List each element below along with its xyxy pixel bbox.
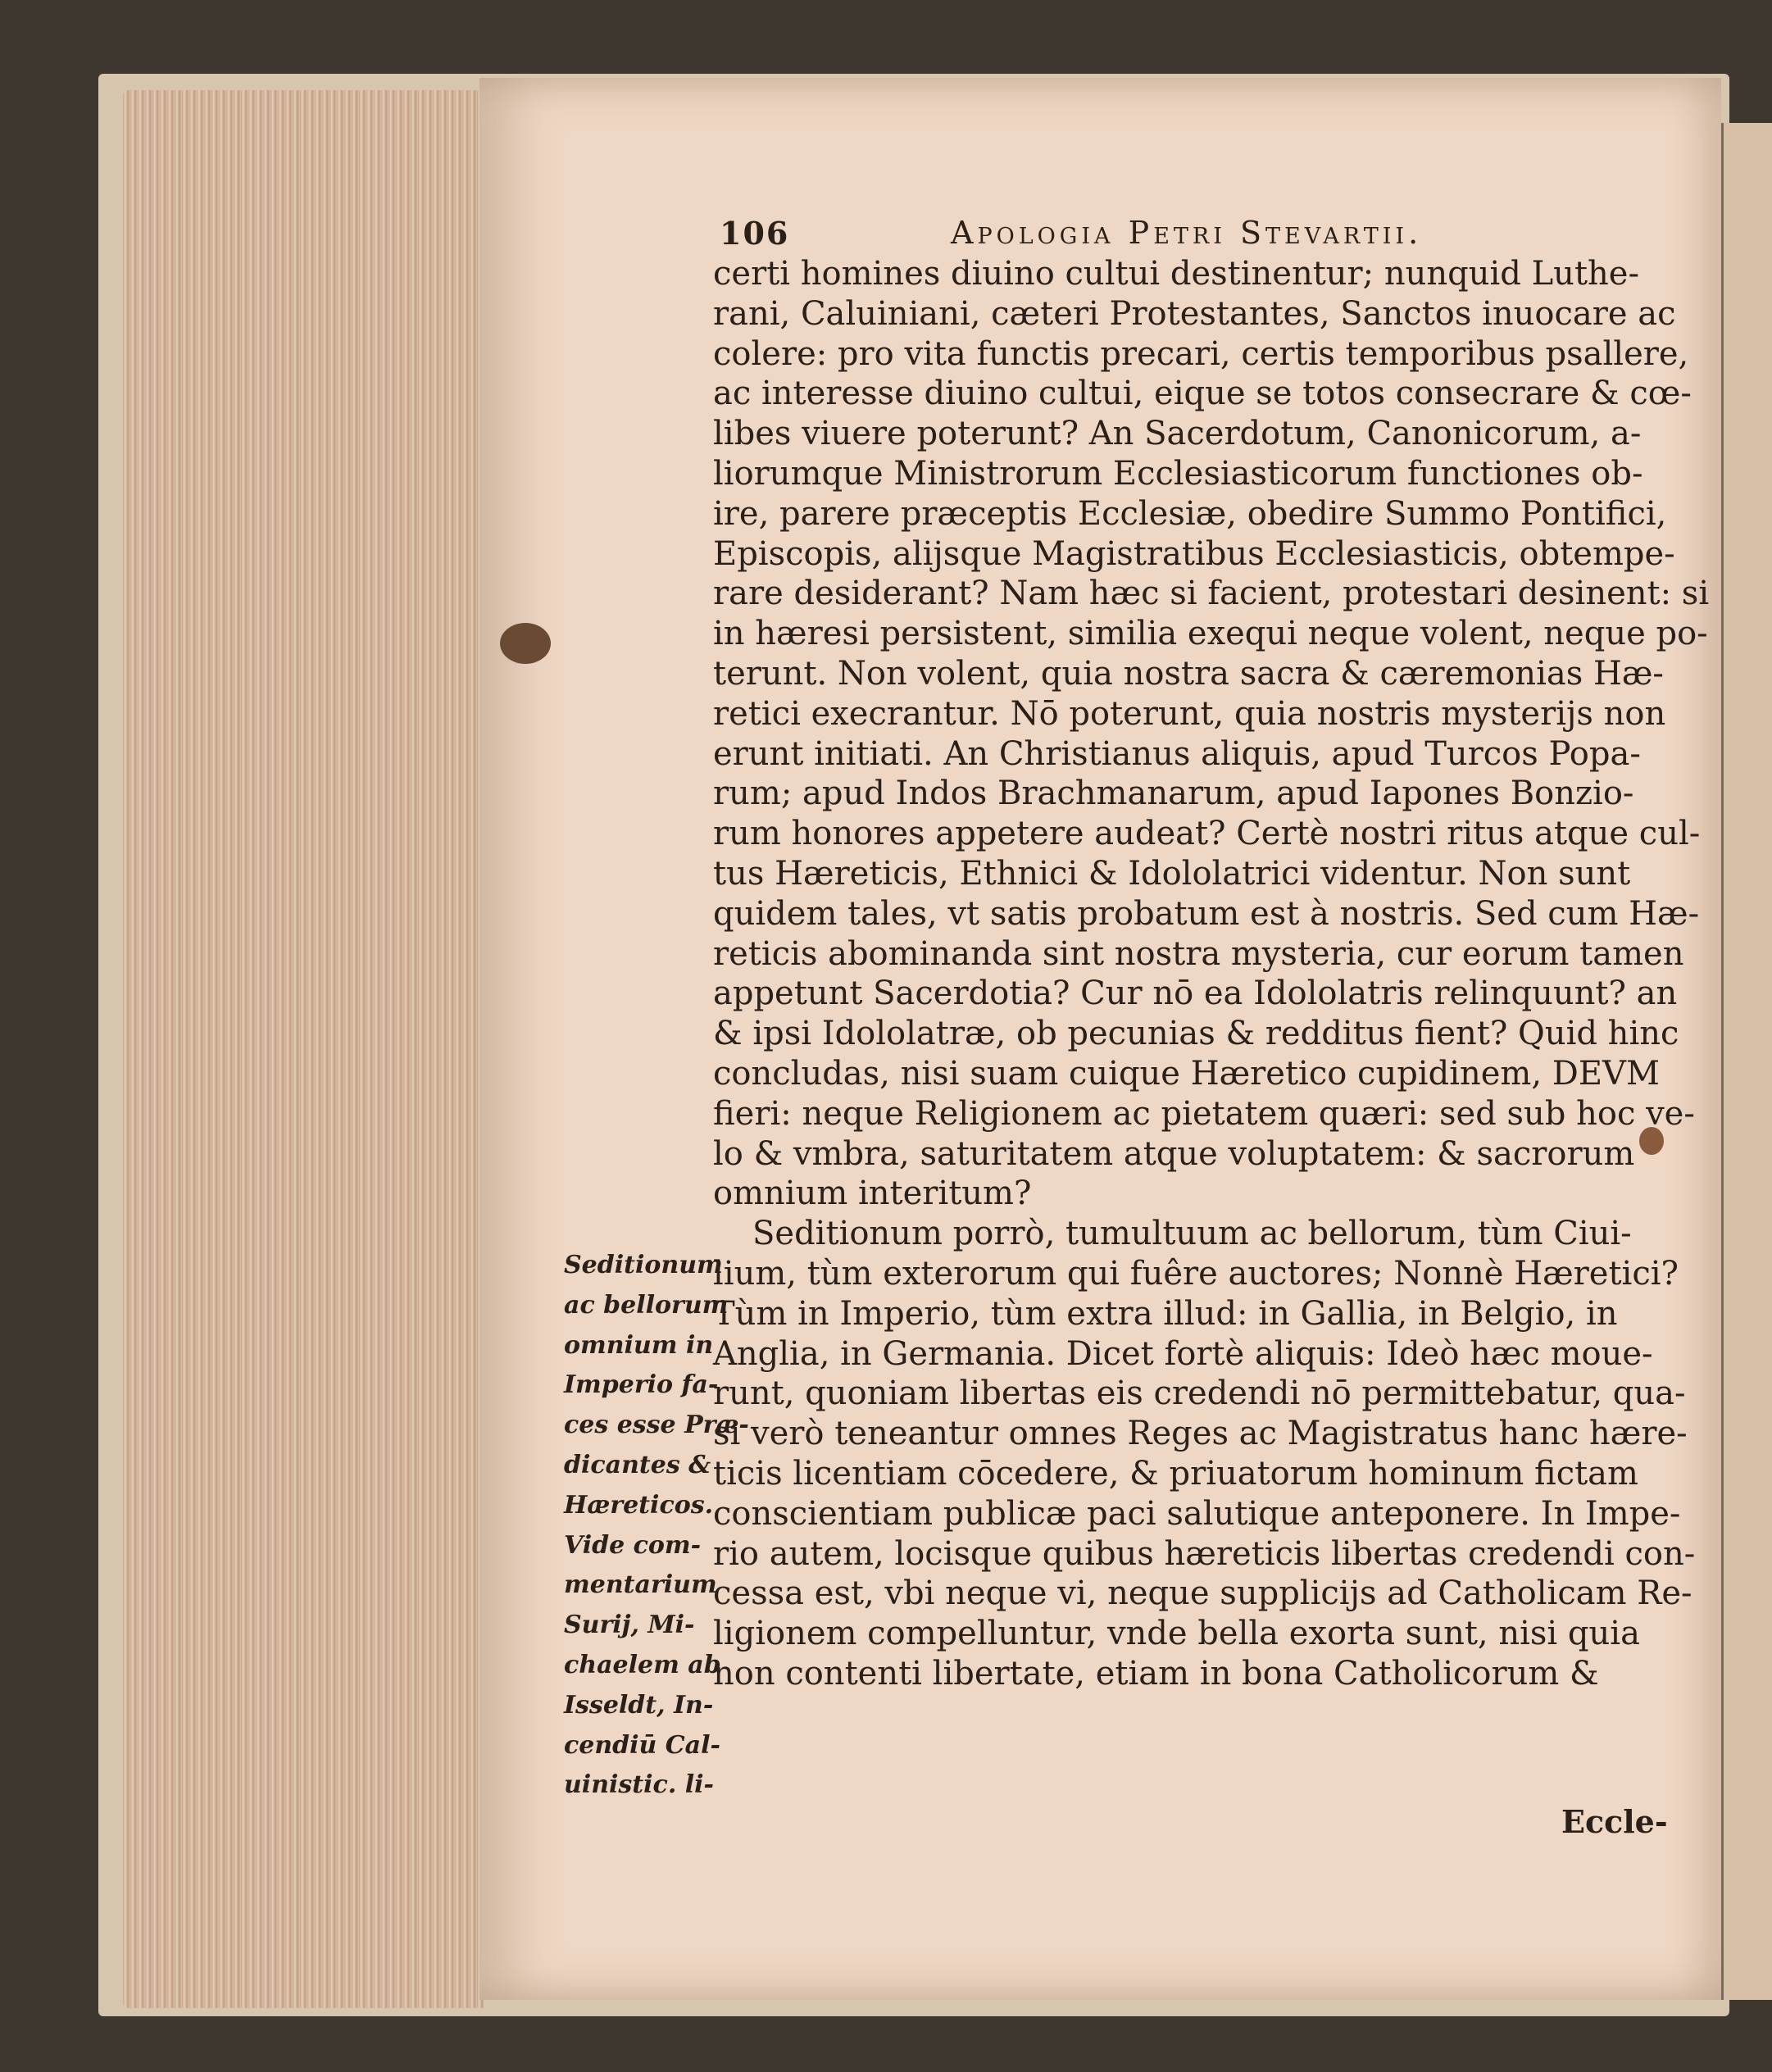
text-line: erunt initiati. An Christianus aliquis, apud Turcos Popa-: [713, 734, 1641, 773]
margin-line: Seditionum: [564, 1251, 723, 1279]
page-edges: [123, 90, 484, 2008]
text-line: certi homines diuino cultui destinentur; nunquid Luthe-: [713, 255, 1639, 293]
facing-page-edge: [1721, 123, 1772, 2000]
margin-line: ces esse Præ-: [564, 1411, 749, 1440]
text-line: concludas, nisi suam cuique Hæretico cupidinem, DEVM: [713, 1054, 1660, 1093]
text-line: retici execrantur. Nō poterunt, quia nostris mysterijs non: [713, 694, 1666, 733]
margin-line: Surij, Mi-: [564, 1611, 695, 1640]
text-line: lium, tùm exterorum qui fuêre auctores; Nonnè Hæretici?: [713, 1254, 1679, 1293]
text-line: quidem tales, vt satis probatum est à nostris. Sed cum Hæ-: [713, 894, 1700, 933]
text-line: rare desiderant? Nam hæc si facient, protestari desinent: si: [713, 575, 1710, 613]
text-line: colere: pro vita functis precari, certis temporibus psallere,: [713, 334, 1689, 373]
text-line: rum; apud Indos Brachmanarum, apud Iapones Bonzio-: [713, 775, 1634, 813]
text-line: liorumque Ministrorum Ecclesiasticorum functiones ob-: [713, 454, 1643, 493]
text-line: ire, parere præceptis Ecclesiæ, obedire Summo Pontifici,: [713, 494, 1667, 533]
running-head-title: Apologia Petri Stevartii.: [951, 215, 1423, 251]
text-line: ligionem compelluntur, vnde bella exorta sunt, nisi quia: [713, 1615, 1640, 1653]
margin-line: Isseldt, In-: [564, 1690, 714, 1720]
text-line: rani, Caluiniani, cæteri Protestantes, Sanctos inuocare ac: [713, 294, 1676, 333]
text-line: rum honores appetere audeat? Certè nostri ritus atque cul-: [713, 815, 1701, 853]
text-line: non contenti libertate, etiam in bona Catholicorum &: [713, 1654, 1599, 1693]
text-line: in hæresi persistent, similia exequi neque volent, neque po-: [713, 615, 1708, 653]
text-line: terunt. Non volent, quia nostra sacra & cæremonias Hæ-: [713, 654, 1664, 693]
text-line: ticis licentiam cōcedere, & priuatorum hominum fictam: [713, 1454, 1638, 1493]
text-line: Tùm in Imperio, tùm extra illud: in Gallia, in Belgio, in: [713, 1294, 1618, 1333]
text-line: Seditionum porrò, tumultuum ac bellorum, tùm Ciui-: [752, 1215, 1632, 1253]
margin-line: dicantes &: [564, 1450, 711, 1479]
margin-line: chaelem ab: [564, 1650, 721, 1679]
text-line: si verò teneantur omnes Reges ac Magistratus hanc hære-: [713, 1415, 1688, 1453]
text-line: rio autem, locisque quibus hæreticis libertas credendi con-: [713, 1534, 1696, 1573]
text-line: Episcopis, alijsque Magistratibus Ecclesiasticis, obtempe-: [713, 534, 1675, 573]
marginal-note: [564, 1246, 749, 1806]
page-number: 106: [720, 215, 790, 252]
text-line: conscientiam publicæ paci salutique anteponere. In Impe-: [713, 1494, 1681, 1533]
text-line: tus Hæreticis, Ethnici & Idololatrici videntur. Non sunt: [713, 854, 1631, 893]
ink-stain: [500, 623, 551, 664]
catchword: Eccle-: [1561, 1803, 1668, 1840]
margin-line: mentarium: [564, 1570, 717, 1600]
margin-line: Vide com-: [564, 1530, 702, 1560]
margin-line: uinistic. li-: [564, 1770, 714, 1800]
margin-line: omnium in: [564, 1330, 714, 1360]
margin-line: ac bellorum: [564, 1290, 729, 1320]
margin-line: Hæreticos.: [564, 1490, 714, 1520]
body-text: [713, 254, 1710, 1694]
text-line: reticis abominanda sint nostra mysteria, cur eorum tamen: [713, 934, 1684, 973]
text-line: omnium interitum?: [713, 1175, 1032, 1213]
text-line: appetunt Sacerdotia? Cur nō ea Idololatris relinquunt? an: [713, 975, 1678, 1013]
margin-line: Imperio fa-: [564, 1370, 719, 1400]
text-line: libes viuere poterunt? An Sacerdotum, Canonicorum, a-: [713, 415, 1642, 453]
text-line: Anglia, in Germania. Dicet fortè aliquis: Ideò hæc moue-: [713, 1334, 1653, 1373]
text-line: fieri: neque Religionem ac pietatem quæri: sed sub hoc ve-: [713, 1094, 1695, 1133]
running-header: [720, 215, 1654, 256]
text-line: lo & vmbra, saturitatem atque voluptatem: & sacrorum: [713, 1134, 1635, 1173]
margin-line: cendiū Cal-: [564, 1730, 720, 1760]
text-line: cessa est, vbi neque vi, neque supplicijs ad Catholicam Re-: [713, 1574, 1692, 1613]
text-line: ac interesse diuino cultui, eique se totos consecrare & cœ-: [713, 375, 1692, 413]
text-line: runt, quoniam libertas eis credendi nō permittebatur, qua-: [713, 1375, 1686, 1413]
text-line: & ipsi Idololatræ, ob pecunias & redditus fient? Quid hinc: [713, 1015, 1679, 1053]
